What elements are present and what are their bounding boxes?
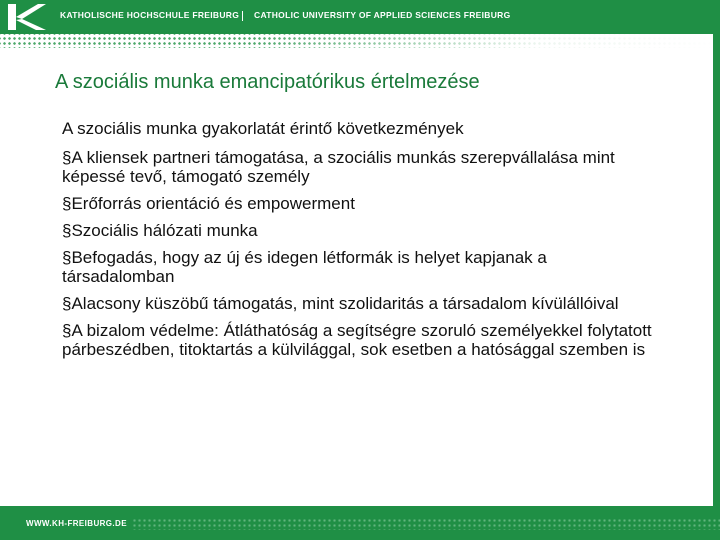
bullet-text: Alacsony küszöbű támogatás, mint szolidaritás a társadalom kívülállóival	[71, 294, 619, 313]
slide-content	[62, 119, 662, 367]
bullet-item	[62, 294, 662, 313]
bullet-item	[62, 321, 662, 359]
slide-title: A szociális munka emancipatórikus értelmezése	[55, 71, 480, 93]
right-edge-bar	[713, 34, 720, 506]
institution-name-english: CATHOLIC UNIVERSITY OF APPLIED SCIENCES FREIBURG	[254, 10, 511, 20]
kh-logo-icon	[0, 0, 52, 34]
footer-bar	[0, 506, 720, 540]
bullet-item	[62, 248, 662, 286]
bullet-item	[62, 148, 662, 186]
dot-pattern-fade	[0, 34, 720, 48]
bullet-text: Erőforrás orientáció és empowerment	[71, 194, 355, 213]
header-separator	[242, 11, 243, 21]
bullet-text: A kliensek partneri támogatása, a szociális munkás szerepvállalása mint képessé tevő, támogató személy	[62, 148, 615, 186]
slide-intro: A szociális munka gyakorlatát érintő következmények	[62, 119, 464, 138]
bullet-item	[62, 221, 662, 240]
bullet-text: Befogadás, hogy az új és idegen létformák is helyet kapjanak a társadalomban	[62, 248, 547, 286]
footer-url[interactable]: WWW.KH-FREIBURG.DE	[26, 519, 127, 528]
header-bar	[0, 0, 720, 34]
bullet-text: Szociális hálózati munka	[71, 221, 258, 240]
institution-name-german: KATHOLISCHE HOCHSCHULE FREIBURG	[60, 10, 240, 20]
bullet-text: A bizalom védelme: Átláthatóság a segítségre szoruló személyekkel folytatott párbeszédben, titoktartás a külvilággal, sok esetben a hatósággal szemben is	[62, 321, 652, 359]
footer-dot-pattern	[132, 518, 720, 530]
bullet-item	[62, 194, 662, 213]
